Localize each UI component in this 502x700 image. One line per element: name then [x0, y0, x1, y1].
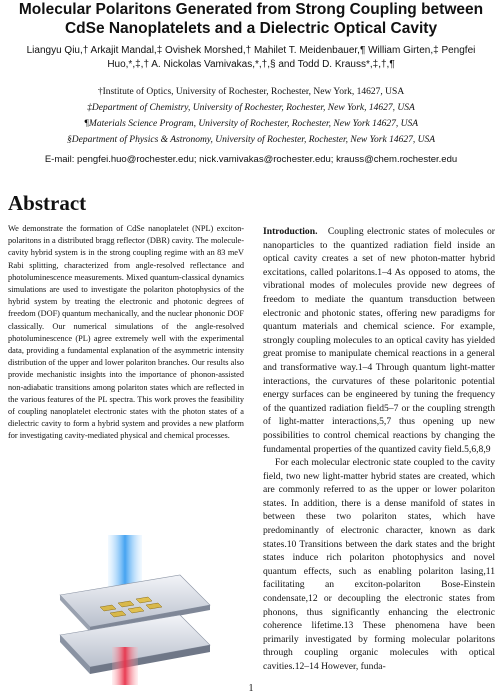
affiliation: §Department of Physics & Astronomy, University of Rochester, Rochester, New York 14627, USA [67, 135, 435, 145]
abstract-body [8, 223, 244, 443]
author-list [20, 44, 482, 72]
abstract-heading: Abstract [8, 191, 87, 215]
introduction-column [263, 225, 495, 674]
affiliation: †Institute of Optics, University of Rochester, Rochester, New York, 14627, USA [97, 87, 405, 97]
paper-title [0, 0, 502, 38]
intro-heading: Introduction. [263, 226, 318, 237]
affiliations [0, 84, 502, 148]
intro-text: Coupling electronic states of molecules or nanoparticles to the quantized radiation field inside an optical cavity creates a set of new photon-matter hybrid excitations, called polaritons.1–4 As opposed to atoms, the vibrational modes of molecules provide new degrees of freedom to mediate the quantum transduction between electronic and photonic states, offering new paradigms for quantum materials and chemical science. For example, strongly coupling molecules to an optical cavity has yielded great promise to manipulate chemical reactions in a general and transformative way.1–4 Through quantum light-matter interactions, the curvatures of these polaritonic potential energy surfaces can be engineered by tuning the frequency of the quantized radiation field5–7 or the coupling strength of light-matter interactions,5,7 thus opening up new possibilities to control chemical reactions by changing the fundamental properties of the quantized cavity field.5,6,8,9 [263, 226, 496, 455]
author-line: Huo,*,‡,† A. Nickolas Vamivakas,*,†,§ and Todd D. Krauss*,‡,†,¶ [107, 59, 395, 70]
toc-graphic [20, 535, 220, 685]
author-line: Liangyu Qiu,† Arkajit Mandal,‡ Ovishek Morshed,† Mahilet T. Meidenbauer,¶ William Girten,‡ Pengfei [26, 45, 476, 56]
affiliation: ‡Department of Chemistry, University of Rochester, Rochester, New York, 14627, USA [87, 103, 415, 113]
intro-paragraph-2: For each molecular electronic state coupled to the cavity field, two new light-matter hybrid states are created, which are commonly referred to as the upper or lower polariton states. In addition, there is a dense manifold of states in between these two polariton states, which have predominantly of electronic character, known as dark states.10 Transitions between the dark states and the bright states induce rich polariton photophysics and novel quantum effects, such as enabling polariton lasing,11 facilitating an exciton-polariton Bose-Einstein condensate,12 or decoupling the electronic states from phonons, thus significantly enhancing the electronic coherence lifetime.13 These phenomena have been primarily investigated by forming molecular polaritons through coupling organic molecules with optical cavities.12–14 However, funda- [263, 457, 495, 672]
title-line: CdSe Nanoplatelets and a Dielectric Optical Cavity [64, 20, 438, 37]
red-beam-shape [112, 647, 138, 685]
affiliation: ¶Materials Science Program, University of Rochester, Rochester, New York 14627, USA [83, 119, 419, 129]
title-line: Molecular Polaritons Generated from Strong Coupling between [18, 1, 484, 18]
page-number: 1 [248, 683, 254, 694]
intro-paragraph [263, 225, 495, 456]
email-line: E-mail: pengfei.huo@rochester.edu; nick.vamivakas@rochester.edu; krauss@chem.rochester.edu [44, 154, 458, 165]
abstract-paragraph: We demonstrate the formation of CdSe nanoplatelet (NPL) exciton-polaritons in a distributed bragg reflector (DBR) cavity. The molecule-cavity hybrid system is in the strong coupling regime with an 83 meV Rabi splitting, characterized from angle-resolved reflectance and photoluminescence measurements. Mixed quantum-classical dynamics simulations are used to investigate the polariton photophysics of the hybrid system by treating the electronic and photonic degrees of freedom (DOF) quantum mechanically, and the nuclear phononic DOF classically. Our numerical simulations of the angle-resolved photoluminescence (PL) agree extremely well with the experimental data, providing a fundamental explanation of the asymmetric intensity distribution of the upper and lower polariton branches. Our results also provide mechanistic insights into the importance of phonon-assisted non-adiabatic transitions among polariton states which are reflected in the various features of the PL spectra. This work proves the feasibility of coupling nanoplatelet electronic states with the photon states of a dielectric cavity to form a hybrid system and provides a new platform for investigating cavity-mediated physical and chemical processes. [8, 224, 244, 441]
